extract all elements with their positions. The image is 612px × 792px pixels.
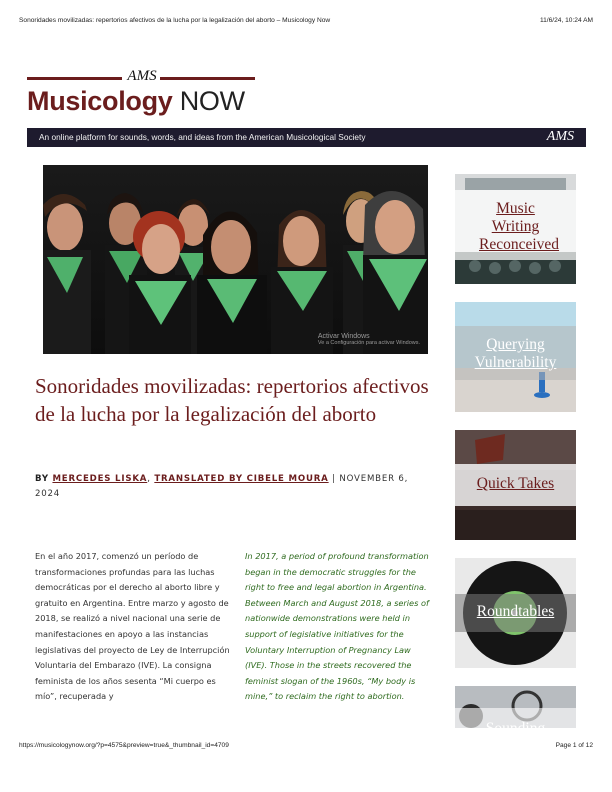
singer-back-1 (43, 194, 91, 354)
sidebar-card-roundtables[interactable] (455, 558, 576, 668)
print-header-datetime: 11/6/24, 10:24 AM (539, 17, 593, 24)
print-header (19, 17, 593, 27)
sidebar-card-quick-takes[interactable] (455, 430, 576, 540)
sidebar-item-label[interactable]: Music Writing Reconceived (479, 200, 560, 253)
site-logo[interactable] (27, 69, 257, 117)
print-footer (19, 742, 593, 752)
sidebar-item-label[interactable]: Querying Vulnerability (474, 336, 557, 371)
logo-wordmark (27, 85, 245, 117)
print-footer-page: Page 1 of 12 (555, 742, 593, 749)
watermark-line-2: Ve a Configuración para activar Windows. (317, 340, 420, 346)
body-spanish: En el año 2017, comenzó un período de transformaciones profundas para las luchas democráticas por el derecho al aborto libre y gratuito en Argentina. Entre marzo y agosto de 2018, se realizó a nivel nacional una serie de manifestaciones en apoyo a las instancias legislativas del proyecto de Ley de Interrupción Voluntaria del Embarazo (IVE). La consigna feminista de los años sesenta “Mi cuerpo es mío”, recuperada y (35, 551, 230, 702)
singer-front-center (197, 211, 267, 354)
singer-front-redhair (129, 211, 191, 354)
logo-rule-left (27, 77, 122, 80)
sidebar-card-sounding[interactable] (455, 686, 576, 737)
wordmark-now: NOW (179, 86, 245, 116)
tagline-text: An online platform for sounds, words, and ideas from the American Musicological Society (39, 132, 366, 142)
watermark-line-1: Activar Windows (317, 333, 370, 340)
print-footer-url: https://musicologynow.org/?p=4575&preview=true&_thumbnail_id=4709 (19, 742, 229, 749)
byline-comma: , (147, 474, 151, 484)
hero-watermark (318, 334, 420, 346)
tagline-ams-logo[interactable]: AMS (546, 129, 574, 144)
sidebar-item-label[interactable]: Roundtables (476, 603, 555, 620)
body-english: In 2017, a period of profound transformation began in the democratic struggles for the right to free and legal abortion in Argentina. Between March and August 2018, a series of nationwide demonstrations were held in support of legislative initiatives for the Voluntary Interruption of Pregnancy Law (IVE). Those in the streets recovered the feminist slogan of the 1960s, “My body is mine,” to reclaim the right to abortion. (245, 551, 429, 702)
hero-image (43, 165, 428, 354)
byline-by-label: BY (35, 474, 49, 484)
byline-date: | NOVEMBER 6, 2024 (35, 474, 409, 499)
author-link[interactable]: MERCEDES LISKA (52, 474, 148, 484)
sidebar-card-music-writing[interactable] (455, 174, 576, 284)
byline (35, 472, 430, 502)
singer-front-right-2 (363, 191, 428, 354)
sidebar-item-label[interactable]: Sounding (485, 720, 546, 737)
print-header-title: Sonoridades movilizadas: repertorios afectivos de la lucha por la legalización del aborto – Musicology Now (19, 17, 331, 24)
tagline-bar (27, 128, 586, 147)
translator-link[interactable]: TRANSLATED BY CIBELE MOURA (154, 474, 329, 484)
sidebar-card-querying-vulnerability[interactable] (455, 302, 576, 412)
logo-ams-text: AMS (127, 68, 157, 84)
logo-rule-right (160, 77, 255, 80)
sidebar-item-label[interactable]: Quick Takes (476, 475, 555, 492)
hero-illustration (43, 165, 428, 354)
wordmark-musicology: Musicology (27, 86, 173, 116)
article-title: Sonoridades movilizadas: repertorios afectivos de la lucha por la legalización del aborto (35, 374, 429, 426)
